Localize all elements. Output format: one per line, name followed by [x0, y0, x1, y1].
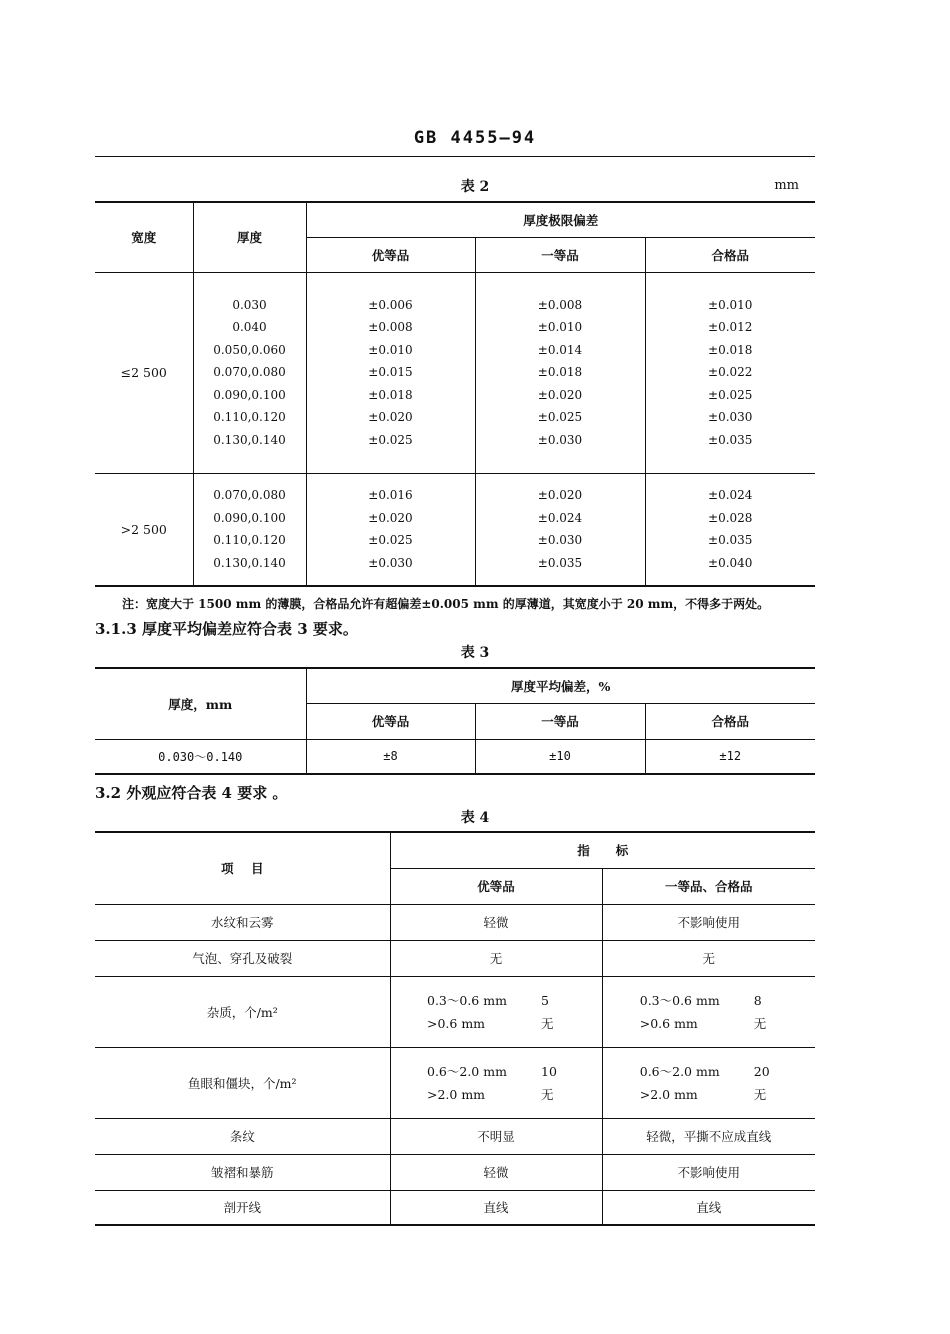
table2-group2-grade1: ±0.016 ±0.020 ±0.025 ±0.030 [306, 473, 475, 586]
table2-group [95, 473, 815, 586]
table3-header-avg: 厚度平均偏差，% [306, 668, 815, 703]
table2-group2-grade2: ±0.020 ±0.024 ±0.030 ±0.035 [475, 473, 645, 586]
table2-header-thickness: 厚度 [193, 202, 306, 272]
table3-header-thickness: 厚度，mm [95, 668, 306, 739]
table-row [95, 739, 815, 774]
table2-group [95, 272, 815, 473]
table2-unit: mm [774, 178, 799, 193]
table4-item: 鱼眼和僵块，个/m² [95, 1047, 390, 1118]
table4-item: 杂质，个/m² [95, 976, 390, 1047]
table2-group1-thickness: 0.030 0.040 0.050,0.060 0.070,0.080 0.090,0.100 0.110,0.120 0.130,0.140 [193, 272, 306, 473]
page-header: GB 4455—94 [413, 128, 537, 148]
table4-grade1: 无 [390, 940, 602, 976]
table3-grade1: ±8 [306, 739, 475, 774]
table4-item: 皱褶和暴筋 [95, 1154, 390, 1190]
table4-grade23: 不影响使用 [602, 904, 815, 940]
table4-grade1: 直线 [390, 1190, 602, 1225]
section-3-2: 3.2 外观应符合表 4 要求 。 [95, 784, 288, 802]
table4-item: 水纹和云雾 [95, 904, 390, 940]
table4-item: 剖开线 [95, 1190, 390, 1225]
table-row [95, 940, 815, 976]
table4-header-index: 指 标 [390, 832, 815, 868]
table4-grade23: 不影响使用 [602, 1154, 815, 1190]
table4-grade1: 不明显 [390, 1118, 602, 1154]
table2-group1-width: ≤2 500 [95, 272, 193, 473]
table2-group1-grade2: ±0.008 ±0.010 ±0.014 ±0.018 ±0.020 ±0.025 ±0.030 [475, 272, 645, 473]
table2-group2-thickness: 0.070,0.080 0.090,0.100 0.110,0.120 0.130,0.140 [193, 473, 306, 586]
table2-group2-width: >2 500 [95, 473, 193, 586]
header-rule [95, 156, 815, 157]
table4-header-grade23: 一等品、合格品 [602, 868, 815, 904]
table3-header-grade3: 合格品 [645, 703, 815, 739]
table3-caption: 表 3 [460, 645, 490, 661]
table4-caption: 表 4 [460, 810, 490, 826]
table2-group2-grade3: ±0.024 ±0.028 ±0.035 ±0.040 [645, 473, 815, 586]
table4-header-item: 项 目 [95, 832, 390, 904]
table4-grade23: 0.6～2.0 mm 20 >2.0 mm 无 [602, 1047, 815, 1118]
table-row [95, 1154, 815, 1190]
table4-grade1: 0.6～2.0 mm 10 >2.0 mm 无 [390, 1047, 602, 1118]
table3-header-grade2: 一等品 [475, 703, 645, 739]
table-row [95, 1190, 815, 1225]
table2-header-tolerance: 厚度极限偏差 [306, 202, 815, 237]
table4-grade1: 轻微 [390, 1154, 602, 1190]
table2-header-width: 宽度 [95, 202, 193, 272]
table-row [95, 1118, 815, 1154]
table4-header-grade1: 优等品 [390, 868, 602, 904]
table3-header-grade1: 优等品 [306, 703, 475, 739]
table-row [95, 904, 815, 940]
table4-grade23: 无 [602, 940, 815, 976]
table4-grade23: 直线 [602, 1190, 815, 1225]
table2-header-grade2: 一等品 [475, 237, 645, 272]
table4-grade23: 0.3～0.6 mm 8 >0.6 mm 无 [602, 976, 815, 1047]
table2-caption: 表 2 [460, 179, 490, 195]
table3-grade3: ±12 [645, 739, 815, 774]
table4-item: 气泡、穿孔及破裂 [95, 940, 390, 976]
table4 [95, 831, 815, 1226]
table3-thickness: 0.030～0.140 [95, 739, 306, 774]
table4-grade1: 0.3～0.6 mm 5 >0.6 mm 无 [390, 976, 602, 1047]
table2-note: 注：宽度大于 1500 mm 的薄膜，合格品允许有超偏差±0.005 mm 的厚薄道，其宽度小于 20 mm，不得多于两处。 [122, 597, 770, 611]
table3-grade2: ±10 [475, 739, 645, 774]
table2 [95, 201, 815, 587]
section-3-1-3: 3.1.3 厚度平均偏差应符合表 3 要求。 [95, 620, 358, 638]
table4-item: 条纹 [95, 1118, 390, 1154]
table2-header-grade1: 优等品 [306, 237, 475, 272]
table4-grade1: 轻微 [390, 904, 602, 940]
table-row [95, 1047, 815, 1118]
table4-grade23: 轻微，平撕不应成直线 [602, 1118, 815, 1154]
table3 [95, 667, 815, 775]
table2-header-grade3: 合格品 [645, 237, 815, 272]
table-row [95, 976, 815, 1047]
table2-group1-grade3: ±0.010 ±0.012 ±0.018 ±0.022 ±0.025 ±0.030 ±0.035 [645, 272, 815, 473]
table2-group1-grade1: ±0.006 ±0.008 ±0.010 ±0.015 ±0.018 ±0.020 ±0.025 [306, 272, 475, 473]
